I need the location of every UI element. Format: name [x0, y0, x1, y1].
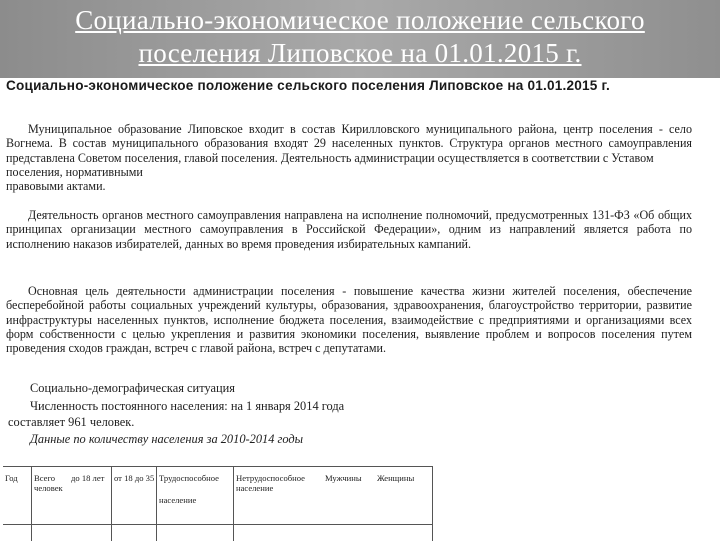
- paragraph-municipality-line-2: поселения, нормативными: [6, 164, 143, 179]
- document-heading: Социально-экономическое положение сельского поселения Липовское на 01.01.2015 г.: [6, 78, 610, 93]
- header-non-able: [233, 467, 323, 541]
- header-total-line-2: человек: [34, 483, 63, 493]
- header-year: [3, 467, 31, 541]
- header-year-label: Год: [5, 473, 18, 483]
- slide-title: [0, 4, 720, 70]
- population-table-header: [3, 466, 433, 541]
- paragraph-activities: Деятельность органов местного самоуправления направлена на исполнение полномочий, предусмотренных 131-ФЗ «Об общих принципах организации местного самоуправления в Российской Федерации», одним из направлений является работа по исполнению наказов избирателей, данных во время проведения избирательных кампаний.: [6, 208, 692, 251]
- header-able-line-2: население: [159, 495, 197, 505]
- header-able-bodied: [156, 467, 233, 541]
- header-under-18-label: до 18 лет: [71, 473, 105, 483]
- header-non-able-line-1: Нетрудоспособное: [236, 473, 305, 483]
- header-total: [31, 467, 69, 541]
- paragraph-municipality-text: Муниципальное образование Липовское входит в состав Кирилловского муниципального района, центр поселения - село Вогнема. В состав муниципального образования входят 29 населенных пунктов. Структура органов местного самоуправления представлена Советом поселения, главой поселения. Деятельность администрации осуществляется в соответствии с Уставом: [6, 122, 692, 165]
- paragraph-municipality: [6, 122, 692, 193]
- population-line-1: Численность постоянного населения: на 1 января 2014 года: [30, 399, 345, 413]
- header-18-35-label: от 18 до 35: [114, 473, 155, 483]
- slide-title-line-2: поселения Липовское на 01.01.2015 г.: [138, 38, 582, 68]
- slide-title-line-1: Социально-экономическое положение сельского: [75, 5, 645, 35]
- population-line-2: составляет 961 человек.: [8, 415, 135, 429]
- paragraph-goals: Основная цель деятельности администрации поселения - повышение качества жизни жителей поселения, обеспечение бесперебойной работы социальных учреждений культуры, образования, здравоохранения, благоустройство территории, развитие инфраструктуры населенных пунктов, исполнение бюджета поселения, взаимодействие с предприятиями и организациями всех форм собственности с целью укрепления и развития экономики поселения, выявление проблем и вопросов поселения путем проведения сходов граждан, встреч с главой района, встреч с депутатами.: [6, 284, 692, 356]
- table-row-divider: [3, 524, 433, 525]
- header-able-line-1: Трудоспособное: [159, 473, 219, 483]
- paragraph-municipality-line-3: правовыми актами.: [6, 179, 106, 194]
- header-men: [323, 467, 375, 541]
- header-men-label: Мужчины: [325, 473, 362, 483]
- header-under-18: [69, 467, 111, 541]
- slide-title-bar: [0, 0, 720, 78]
- header-women: [375, 467, 433, 541]
- header-total-line-1: Всего: [34, 473, 56, 483]
- header-women-label: Женщины: [377, 473, 415, 483]
- header-18-35: [111, 467, 156, 541]
- demographics-heading: Социально-демографическая ситуация: [30, 381, 235, 395]
- table-caption: Данные по количеству населения за 2010-2014 годы: [30, 432, 304, 446]
- header-non-able-line-2: население: [236, 483, 274, 493]
